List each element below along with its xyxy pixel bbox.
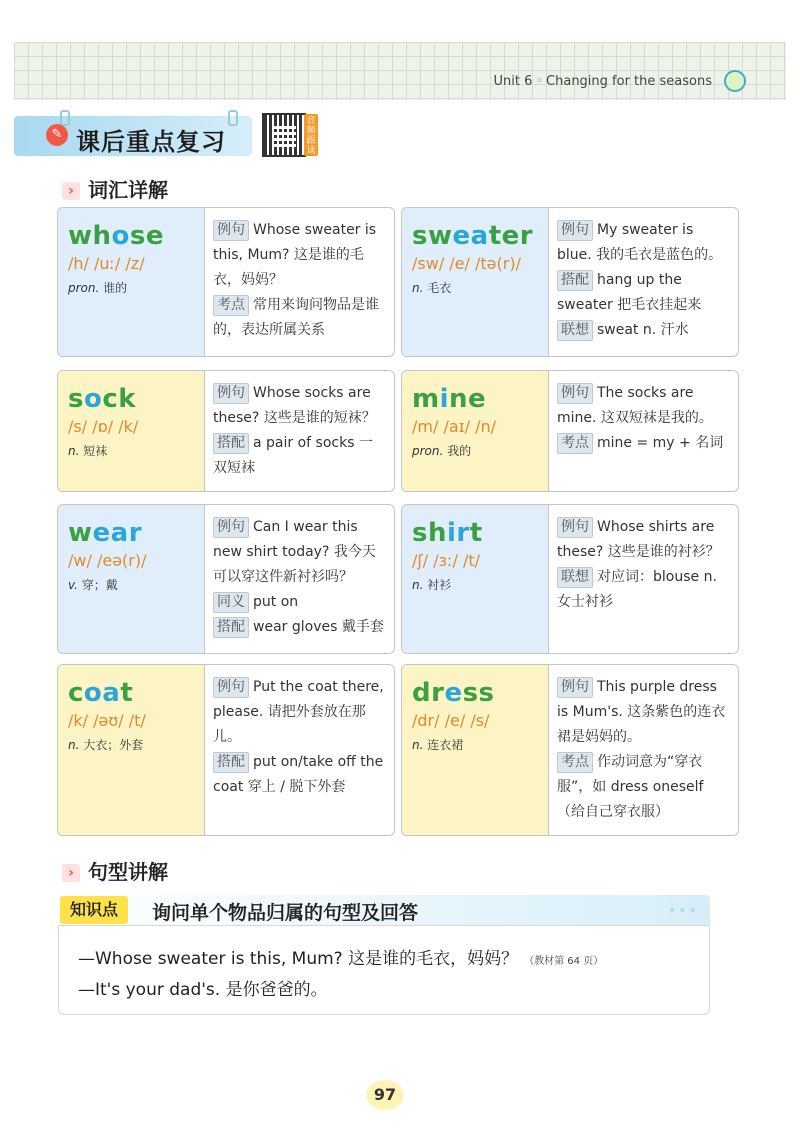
vocab-card-coat — [57, 664, 395, 836]
note-tag: 考点 — [557, 433, 593, 454]
dialog-question: —Whose sweater is this, Mum? 这是谁的毛衣，妈妈？ （教材第 64 页） — [78, 949, 604, 969]
word: mine — [412, 384, 487, 414]
note-tag: 搭配 — [213, 617, 249, 638]
note-line: 例句 Whose sweater is this, Mum? 这是谁的毛衣，妈妈？ — [213, 222, 377, 288]
note-tag: 同义 — [213, 592, 249, 613]
note-tag: 搭配 — [557, 270, 593, 291]
pin-icon — [60, 110, 70, 126]
header-grid-band — [14, 42, 786, 100]
note-line: 例句 This purple dress is Mum's. 这条紫色的连衣裙是妈妈的。 — [557, 679, 726, 745]
unit-number: Unit 6 — [493, 74, 533, 89]
arrow-icon: › — [62, 182, 80, 200]
note-line: 搭配 wear gloves 戴手套 — [213, 615, 386, 640]
word: shirt — [412, 518, 483, 548]
note-line: 例句 Can I wear this new shirt today? 我今天可以穿这件新衬衫吗？ — [213, 519, 376, 585]
part-of-speech: v. 穿；戴 — [68, 578, 118, 592]
part-of-speech: n. 毛衣 — [412, 281, 452, 295]
vocab-card-dress — [401, 664, 739, 836]
word: sock — [68, 384, 137, 414]
word-panel — [58, 371, 205, 491]
phonetic: /sw/ /e/ /tə(r)/ — [412, 254, 521, 273]
pattern-box — [58, 925, 710, 1015]
vocab-card-mine — [401, 370, 739, 492]
unit-title: Changing for the seasons — [546, 74, 712, 89]
word: coat — [68, 678, 134, 708]
note-tag: 考点 — [213, 295, 249, 316]
word-notes — [549, 665, 738, 835]
qr-code-icon[interactable] — [262, 113, 306, 157]
vocab-section-heading — [62, 174, 168, 203]
vocab-section-title: 词汇详解 — [88, 178, 168, 202]
word-panel — [402, 371, 549, 491]
arrow-icon: › — [62, 864, 80, 882]
vocab-card-whose — [57, 207, 395, 357]
part-of-speech: n. 短袜 — [68, 444, 108, 458]
note-line: 考点 作动词意为“穿衣服”，如 dress oneself（给自己穿衣服） — [557, 754, 704, 820]
part-of-speech: pron. 谁的 — [68, 281, 128, 295]
note-tag: 例句 — [213, 677, 249, 698]
vocab-grid — [57, 207, 739, 837]
pencil-icon: ✎ — [46, 124, 68, 146]
word-panel — [402, 665, 549, 835]
part-of-speech: n. 大衣；外套 — [68, 738, 144, 752]
note-tag: 例句 — [557, 220, 593, 241]
vocab-card-sweater — [401, 207, 739, 357]
pin-icon — [228, 110, 238, 126]
note-line: 例句 The socks are mine. 这双短袜是我的。 — [557, 385, 713, 426]
word-panel — [58, 208, 205, 356]
vocab-card-shirt — [401, 504, 739, 654]
phonetic: /h/ /uː/ /z/ — [68, 254, 145, 273]
part-of-speech: pron. 我的 — [412, 444, 472, 458]
note-tag: 联想 — [557, 320, 593, 341]
pattern-section-title: 句型讲解 — [88, 860, 168, 884]
note-line: 搭配 a pair of socks 一双短袜 — [213, 435, 373, 476]
note-tag: 例句 — [213, 517, 249, 538]
word-notes — [549, 371, 738, 491]
note-line: 同义 put on — [213, 590, 386, 615]
word-notes — [205, 208, 394, 356]
note-line: 例句 Whose socks are these? 这些是谁的短袜？ — [213, 385, 376, 426]
word-notes — [205, 371, 394, 491]
word: dress — [412, 678, 495, 708]
note-tag: 考点 — [557, 752, 593, 773]
phonetic: /m/ /aɪ/ /n/ — [412, 417, 496, 436]
note-line: 搭配 hang up the sweater 把毛衣挂起来 — [557, 272, 702, 313]
note-tag: 例句 — [557, 517, 593, 538]
note-line: 考点 mine = my + 名词 — [557, 431, 730, 456]
word-panel — [402, 505, 549, 653]
phonetic: /ʃ/ /ɜː/ /t/ — [412, 551, 481, 570]
note-tag: 搭配 — [213, 752, 249, 773]
word-panel — [58, 665, 205, 835]
note-line: 例句 Put the coat there, please. 请把外套放在那儿。 — [213, 679, 384, 745]
phonetic: /w/ /eə(r)/ — [68, 551, 147, 570]
word-notes — [549, 208, 738, 356]
dialog-answer: —It's your dad's. 是你爸爸的。 — [78, 980, 328, 1000]
part-of-speech: n. 连衣裙 — [412, 738, 464, 752]
review-banner — [14, 116, 252, 156]
word-notes — [205, 665, 394, 835]
note-line: 联想 sweat n. 汗水 — [557, 318, 730, 343]
note-tag: 例句 — [557, 677, 593, 698]
word: wear — [68, 518, 143, 548]
word-panel — [58, 505, 205, 653]
note-line: 例句 My sweater is blue. 我的毛衣是蓝色的。 — [557, 222, 723, 263]
check-icon — [724, 70, 746, 92]
word-notes — [205, 505, 394, 653]
review-title: 课后重点复习 — [76, 128, 226, 156]
audio-tag: 音频跟读 — [304, 114, 318, 156]
vocab-card-wear — [57, 504, 395, 654]
word: whose — [68, 221, 165, 251]
note-line: 考点 常用来询问物品是谁的，表达所属关系 — [213, 297, 379, 338]
textbook-page-note: （教材第 64 页） — [524, 956, 604, 967]
part-of-speech: n. 衬衫 — [412, 578, 452, 592]
phonetic: /s/ /ɒ/ /k/ — [68, 417, 139, 436]
drops-icon: ••• — [668, 903, 699, 919]
dot-icon: ◦ — [535, 74, 544, 89]
phonetic: /k/ /əʊ/ /t/ — [68, 711, 146, 730]
note-tag: 联想 — [557, 567, 593, 588]
pattern-title: 询问单个物品归属的句型及回答 — [152, 902, 419, 924]
page-number: 97 — [366, 1080, 404, 1110]
word: sweater — [412, 221, 534, 251]
note-line: 联想 对应词：blouse n. 女士衬衫 — [557, 569, 717, 610]
note-tag: 搭配 — [213, 433, 249, 454]
unit-label — [493, 74, 712, 89]
word-panel — [402, 208, 549, 356]
phonetic: /dr/ /e/ /s/ — [412, 711, 490, 730]
note-line: 搭配 put on/take off the coat 穿上 / 脱下外套 — [213, 754, 384, 795]
note-tag: 例句 — [213, 220, 249, 241]
word-notes — [549, 505, 738, 653]
vocab-card-sock — [57, 370, 395, 492]
note-line: 例句 Whose shirts are these? 这些是谁的衬衫？ — [557, 519, 720, 560]
note-tag: 例句 — [213, 383, 249, 404]
note-tag: 例句 — [557, 383, 593, 404]
knowledge-point-tag: 知识点 — [60, 896, 128, 924]
pattern-section-heading — [62, 856, 168, 885]
